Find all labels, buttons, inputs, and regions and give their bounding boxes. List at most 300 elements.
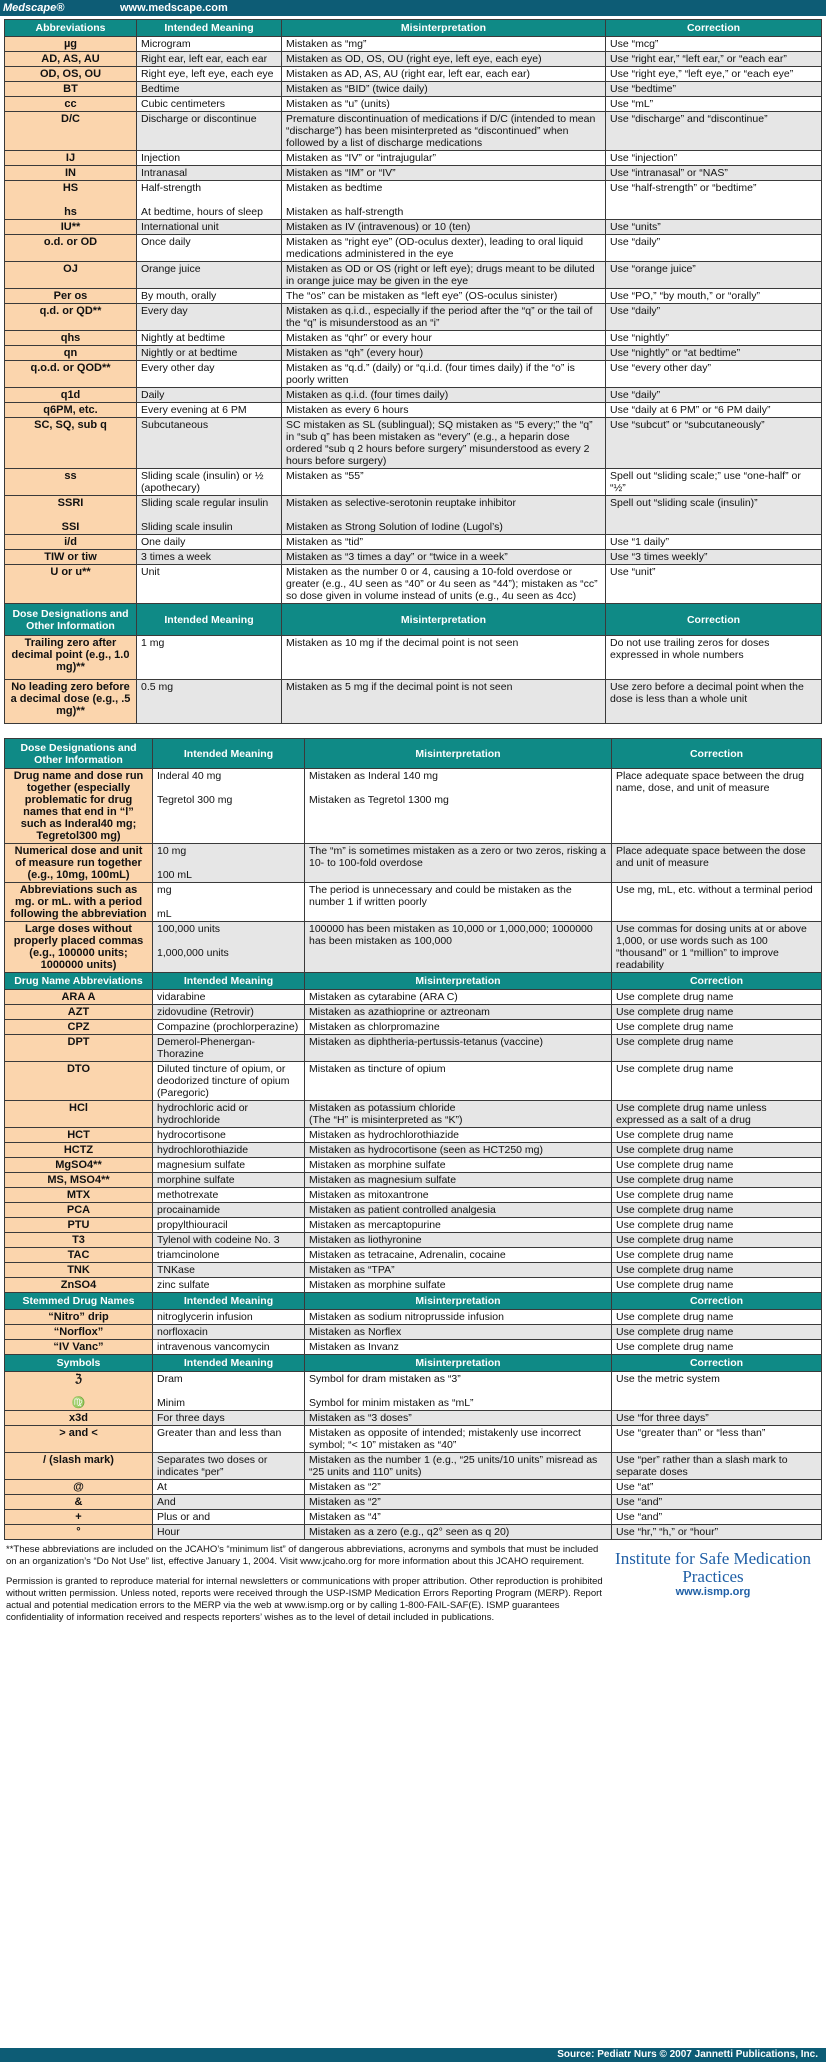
meaning-cell: Discharge or discontinue [137,112,282,151]
abbreviation-cell: PCA [5,1203,153,1218]
misinterpretation-cell: Mistaken as every 6 hours [282,403,606,418]
misinterpretation-cell: Mistaken as bedtime Mistaken as half-strength [282,181,606,220]
header-cell: Correction [612,1355,822,1372]
correction-cell: Use “nightly” or “at bedtime” [606,346,822,361]
correction-cell: Use “intranasal” or “NAS” [606,166,822,181]
dose-body-2 [5,769,822,973]
abbreviation-cell: x3d [5,1411,153,1426]
abbreviation-cell: No leading zero before a decimal dose (e.g., .5 mg)** [5,680,137,724]
table-row [5,680,822,724]
misinterpretation-cell: Mistaken as magnesium sulfate [305,1173,612,1188]
permission-note: Permission is granted to reproduce material for internal newsletters or communications with proper attribution. Other reproduction is prohibited without written permission. Unless noted, reports were received through the USP-ISMP Medication Errors Reporting Program (MERP). Report actual and potential medication errors to the MERP via the web at www.ismp.org or by calling 1-800-FAIL-SAF(E). ISMP guarantees confidentiality of information received and respects reporters’ wishes as to the level of detail included in publications. [6,1576,603,1623]
abbreviation-cell: q6PM, etc. [5,403,137,418]
abbreviation-cell: Trailing zero after decimal point (e.g., 1.0 mg)** [5,636,137,680]
meaning-cell: Compazine (prochlorperazine) [153,1020,305,1035]
abbreviation-cell: cc [5,97,137,112]
correction-cell: Use “greater than” or “less than” [612,1426,822,1453]
meaning-cell: Right ear, left ear, each ear [137,52,282,67]
table-row [5,1453,822,1480]
header-cell: Stemmed Drug Names [5,1293,153,1310]
meaning-cell: Every evening at 6 PM [137,403,282,418]
meaning-cell: intravenous vancomycin [153,1340,305,1355]
meaning-cell: One daily [137,535,282,550]
table-row [5,1372,822,1411]
abbreviation-cell: AZT [5,1005,153,1020]
table-row [5,1263,822,1278]
meaning-cell: norfloxacin [153,1325,305,1340]
misinterpretation-cell: Mistaken as liothyronine [305,1233,612,1248]
misinterpretation-cell: Mistaken as a zero (e.g., q2° seen as q 20) [305,1525,612,1540]
misinterpretation-cell: Mistaken as “right eye” (OD-oculus dexter), leading to oral liquid medications administered in the eye [282,235,606,262]
meaning-cell: nitroglycerin infusion [153,1310,305,1325]
correction-cell: Use mg, mL, etc. without a terminal period [612,883,822,922]
dose-header-row [5,604,822,636]
misinterpretation-cell: Premature discontinuation of medications if D/C (intended to mean “discharge”) has been misinterpreted as “discontinued” when followed by a list of discharge medications [282,112,606,151]
table1-wrap [0,16,826,724]
table-row [5,235,822,262]
table-row [5,990,822,1005]
meaning-cell: Once daily [137,235,282,262]
meaning-cell: Daily [137,388,282,403]
meaning-cell: Every day [137,304,282,331]
table-row [5,151,822,166]
abbreviation-cell: o.d. or OD [5,235,137,262]
misinterpretation-cell: Mistaken as q.i.d. (four times daily) [282,388,606,403]
abbreviation-cell: SC, SQ, sub q [5,418,137,469]
meaning-cell: Unit [137,565,282,604]
misinterpretation-cell: Mistaken as OD or OS (right or left eye); drugs meant to be diluted in orange juice may be given in the eye [282,262,606,289]
meaning-cell: methotrexate [153,1188,305,1203]
correction-cell: Use complete drug name [612,1233,822,1248]
abbreviation-cell: Abbreviations such as mg. or mL. with a period following the abbreviation [5,883,153,922]
table-row [5,1278,822,1293]
site-url[interactable]: www.medscape.com [120,2,228,14]
correction-cell: Use complete drug name [612,1005,822,1020]
abbreviation-cell: DPT [5,1035,153,1062]
meaning-cell: By mouth, orally [137,289,282,304]
misinterpretation-cell: Mistaken as mitoxantrone [305,1188,612,1203]
meaning-cell: procainamide [153,1203,305,1218]
meaning-cell: Nightly or at bedtime [137,346,282,361]
meaning-cell: 0.5 mg [137,680,282,724]
abbreviation-cell: Large doses without properly placed commas (e.g., 100000 units; 1000000 units) [5,922,153,973]
abbreviation-cell: U or u** [5,565,137,604]
table-row [5,1525,822,1540]
header-cell: Correction [606,604,822,636]
abbreviation-cell: & [5,1495,153,1510]
table-row [5,262,822,289]
header-cell: Intended Meaning [153,739,305,769]
jcaho-note: **These abbreviations are included on the JCAHO’s “minimum list” of dangerous abbreviations, acronyms and symbols that must be included on an organization’s “Do Not Use” list, effective January 1, 2004. Visit www.jcaho.org for more information about this JCAHO requirement. [6,1544,599,1567]
meaning-cell: Bedtime [137,82,282,97]
correction-cell: Use “PO,” “by mouth,” or “orally” [606,289,822,304]
meaning-cell: Right eye, left eye, each eye [137,67,282,82]
abbreviation-cell: MgSO4** [5,1158,153,1173]
abbreviation-cell: D/C [5,112,137,151]
correction-cell: Use “injection” [606,151,822,166]
table-row [5,1203,822,1218]
abbreviation-cell: OD, OS, OU [5,67,137,82]
abbreviation-cell: ss [5,469,137,496]
meaning-cell: Subcutaneous [137,418,282,469]
table-row [5,289,822,304]
table-row [5,82,822,97]
correction-cell: Use complete drug name [612,1325,822,1340]
meaning-cell: 1 mg [137,636,282,680]
stemmed-header-row [5,1293,822,1310]
abbreviation-cell: TNK [5,1263,153,1278]
abbreviation-cell: “Norflox” [5,1325,153,1340]
correction-cell: Use “discharge” and “discontinue” [606,112,822,151]
correction-cell: Use complete drug name [612,1310,822,1325]
abbreviation-cell: > and < [5,1426,153,1453]
header-cell: Correction [612,739,822,769]
abbreviation-cell: MTX [5,1188,153,1203]
misinterpretation-cell: Mistaken as “mg” [282,37,606,52]
table-row [5,1310,822,1325]
abbreviation-cell: / (slash mark) [5,1453,153,1480]
meaning-cell: magnesium sulfate [153,1158,305,1173]
meaning-cell: hydrocortisone [153,1128,305,1143]
symbols-header-row [5,1355,822,1372]
table-row [5,403,822,418]
abbreviation-cell: @ [5,1480,153,1495]
correction-cell: Use complete drug name [612,1035,822,1062]
misinterpretation-cell: Mistaken as tetracaine, Adrenalin, cocaine [305,1248,612,1263]
table-row [5,97,822,112]
table-row [5,1495,822,1510]
meaning-cell: zinc sulfate [153,1278,305,1293]
abbreviation-cell: HS hs [5,181,137,220]
table-row [5,331,822,346]
table-row [5,1480,822,1495]
meaning-cell: zidovudine (Retrovir) [153,1005,305,1020]
meaning-cell: Cubic centimeters [137,97,282,112]
meaning-cell: vidarabine [153,990,305,1005]
meaning-cell: TNKase [153,1263,305,1278]
correction-cell: Use complete drug name [612,1218,822,1233]
table-row [5,1020,822,1035]
abbreviation-cell: HCT [5,1128,153,1143]
header-cell: Dose Designations and Other Information [5,604,137,636]
misinterpretation-cell: Mistaken as hydrocortisone (seen as HCT250 mg) [305,1143,612,1158]
table-row [5,1218,822,1233]
meaning-cell: International unit [137,220,282,235]
meaning-cell: Intranasal [137,166,282,181]
abbreviation-cell: Numerical dose and unit of measure run together (e.g., 10mg, 100mL) [5,844,153,883]
misinterpretation-cell: Mistaken as the number 1 (e.g., “25 units/10 units” misread as “25 units and 110” units) [305,1453,612,1480]
header-cell: Misinterpretation [305,1293,612,1310]
correction-cell: Place adequate space between the drug name, dose, and unit of measure [612,769,822,844]
correction-cell: Spell out “sliding scale (insulin)” [606,496,822,535]
table-row [5,922,822,973]
misinterpretation-cell: Mistaken as “55” [282,469,606,496]
ismp-name: Institute for Safe Medication Practices [615,1549,811,1586]
abbreviation-cell: + [5,1510,153,1525]
header-cell: Misinterpretation [282,20,606,37]
header-cell: Dose Designations and Other Information [5,739,153,769]
correction-cell: Use complete drug name unless expressed as a salt of a drug [612,1101,822,1128]
misinterpretation-cell: The “m” is sometimes mistaken as a zero or two zeros, risking a 10- to 100-fold overdose [305,844,612,883]
misinterpretation-cell: Mistaken as hydrochlorothiazide [305,1128,612,1143]
table-row [5,1233,822,1248]
table-row [5,636,822,680]
meaning-cell: Dram Minim [153,1372,305,1411]
abbreviation-cell: ℨ ♍ [5,1372,153,1411]
header-cell: Intended Meaning [153,973,305,990]
header-cell: Intended Meaning [137,604,282,636]
misinterpretation-cell: The “os” can be mistaken as “left eye” (OS-oculus sinister) [282,289,606,304]
misinterpretation-cell: Mistaken as “BID” (twice daily) [282,82,606,97]
table-row [5,769,822,844]
meaning-cell: morphine sulfate [153,1173,305,1188]
abbreviation-cell: PTU [5,1218,153,1233]
correction-cell: Use “daily” [606,235,822,262]
correction-cell: Use the metric system [612,1372,822,1411]
table-row [5,181,822,220]
misinterpretation-cell: 100000 has been mistaken as 10,000 or 1,000,000; 1000000 has been mistaken as 100,000 [305,922,612,973]
meaning-cell: hydrochloric acid or hydrochloride [153,1101,305,1128]
table-row [5,112,822,151]
misinterpretation-cell: Mistaken as morphine sulfate [305,1278,612,1293]
abbreviation-cell: IN [5,166,137,181]
abbreviation-cell: IU** [5,220,137,235]
correction-cell: Use “right eye,” “left eye,” or “each eye” [606,67,822,82]
table-gap [0,724,826,738]
table-row [5,1062,822,1101]
abbreviation-cell: µg [5,37,137,52]
correction-cell: Use complete drug name [612,1248,822,1263]
correction-cell: Use “orange juice” [606,262,822,289]
misinterpretation-cell: Mistaken as “qhr” or every hour [282,331,606,346]
table-row [5,346,822,361]
abbreviation-cell: qn [5,346,137,361]
meaning-cell: propylthiouracil [153,1218,305,1233]
table-row [5,1325,822,1340]
table-row [5,1035,822,1062]
meaning-cell: And [153,1495,305,1510]
header-cell: Misinterpretation [305,973,612,990]
correction-cell: Use “mcg” [606,37,822,52]
abbreviation-cell: IJ [5,151,137,166]
abbreviation-cell: ° [5,1525,153,1540]
table-row [5,1173,822,1188]
meaning-cell: Greater than and less than [153,1426,305,1453]
meaning-cell: For three days [153,1411,305,1426]
dose-section-2 [5,739,822,769]
meaning-cell: Diluted tincture of opium, or deodorized tincture of opium (Paregoric) [153,1062,305,1101]
ismp-url[interactable]: www.ismp.org [675,1586,751,1598]
table-row [5,1143,822,1158]
meaning-cell: Sliding scale regular insulin Sliding scale insulin [137,496,282,535]
correction-cell: Use complete drug name [612,1143,822,1158]
meaning-cell: triamcinolone [153,1248,305,1263]
correction-cell: Use complete drug name [612,1062,822,1101]
correction-cell: Use “at” [612,1480,822,1495]
misinterpretation-cell: Mistaken as “u” (units) [282,97,606,112]
misinterpretation-cell: The period is unnecessary and could be mistaken as the number 1 if written poorly [305,883,612,922]
table-row [5,496,822,535]
misinterpretation-cell: Mistaken as “q.d.” (daily) or “q.i.d. (four times daily) if the “o” is poorly written [282,361,606,388]
top-bar [0,0,826,16]
correction-cell: Use complete drug name [612,1263,822,1278]
misinterpretation-cell: Symbol for dram mistaken as “3” Symbol for minim mistaken as “mL” [305,1372,612,1411]
meaning-cell: Injection [137,151,282,166]
header-cell: Misinterpretation [305,1355,612,1372]
misinterpretation-cell: Mistaken as the number 0 or 4, causing a 10-fold overdose or greater (e.g., 4U seen as “40” or 4u seen as “44”); mistaken as “cc” so dose given in volume instead of units (e.g., 4u seen as 4cc) [282,565,606,604]
abbreviation-cell: AD, AS, AU [5,52,137,67]
table-row [5,1510,822,1525]
abbreviation-cell: Drug name and dose run together (especially problematic for drug names that end in “l” such as Inderal40 mg; Tegretol300 mg) [5,769,153,844]
dose-designations-table [4,738,822,1540]
correction-cell: Use commas for dosing units at or above 1,000, or use words such as 100 “thousand” or 1 “million” to improve readability [612,922,822,973]
meaning-cell: Half-strength At bedtime, hours of sleep [137,181,282,220]
abbreviation-cell: i/d [5,535,137,550]
meaning-cell: 3 times a week [137,550,282,565]
correction-cell: Use complete drug name [612,1203,822,1218]
meaning-cell: Inderal 40 mg Tegretol 300 mg [153,769,305,844]
correction-cell: Spell out “sliding scale;” use “one-half” or “½” [606,469,822,496]
meaning-cell: Hour [153,1525,305,1540]
meaning-cell: Plus or and [153,1510,305,1525]
symbols-section [5,1355,822,1372]
misinterpretation-cell: Mistaken as opposite of intended; mistakenly use incorrect symbol; “< 10” mistaken as “40” [305,1426,612,1453]
abbreviations-table [4,19,822,724]
misinterpretation-cell: Mistaken as 10 mg if the decimal point is not seen [282,636,606,680]
table-row [5,844,822,883]
meaning-cell: Orange juice [137,262,282,289]
misinterpretation-cell: Mistaken as “qh” (every hour) [282,346,606,361]
misinterpretation-cell: Mistaken as morphine sulfate [305,1158,612,1173]
table-row [5,1101,822,1128]
correction-cell: Use “daily” [606,304,822,331]
meaning-cell: At [153,1480,305,1495]
correction-cell: Use complete drug name [612,1340,822,1355]
correction-cell: Use complete drug name [612,1128,822,1143]
dose-header-row [5,739,822,769]
abbreviation-cell: qhs [5,331,137,346]
table-row [5,52,822,67]
meaning-cell: 10 mg 100 mL [153,844,305,883]
misinterpretation-cell: Mistaken as cytarabine (ARA C) [305,990,612,1005]
meaning-cell: Nightly at bedtime [137,331,282,346]
header-cell: Misinterpretation [282,604,606,636]
correction-cell: Use complete drug name [612,1188,822,1203]
abbreviation-cell: T3 [5,1233,153,1248]
correction-cell: Use “and” [612,1510,822,1525]
drug-header-row [5,973,822,990]
table-row [5,1158,822,1173]
table-row [5,1188,822,1203]
misinterpretation-cell: Mistaken as patient controlled analgesia [305,1203,612,1218]
correction-cell: Use “units” [606,220,822,235]
abbreviation-cell: TAC [5,1248,153,1263]
header-cell: Correction [612,973,822,990]
header-cell: Misinterpretation [305,739,612,769]
misinterpretation-cell: Mistaken as “4” [305,1510,612,1525]
misinterpretation-cell: Mistaken as “IV” or “intrajugular” [282,151,606,166]
source-bar: Source: Pediatr Nurs © 2007 Jannetti Publications, Inc. [0,2048,826,2062]
abbreviation-cell: MS, MSO4** [5,1173,153,1188]
table2-wrap [0,738,826,1540]
meaning-cell: Tylenol with codeine No. 3 [153,1233,305,1248]
correction-cell: Use “nightly” [606,331,822,346]
correction-cell: Use “and” [612,1495,822,1510]
correction-cell: Use complete drug name [612,1158,822,1173]
table-row [5,67,822,82]
stemmed-body [5,1310,822,1355]
symbols-body [5,1372,822,1540]
table-row [5,1426,822,1453]
drug-body [5,990,822,1293]
table-row [5,1340,822,1355]
table-row [5,883,822,922]
misinterpretation-cell: Mistaken as “TPA” [305,1263,612,1278]
meaning-cell: 100,000 units 1,000,000 units [153,922,305,973]
misinterpretation-cell: Mistaken as chlorpromazine [305,1020,612,1035]
meaning-cell: Every other day [137,361,282,388]
abbrev-body [5,37,822,604]
misinterpretation-cell: Mistaken as sodium nitroprusside infusion [305,1310,612,1325]
table-row [5,565,822,604]
correction-cell: Use “daily at 6 PM” or “6 PM daily” [606,403,822,418]
correction-cell: Use “for three days” [612,1411,822,1426]
correction-cell: Use “right ear,” “left ear,” or “each ear” [606,52,822,67]
misinterpretation-cell: Mistaken as diphtheria-pertussis-tetanus (vaccine) [305,1035,612,1062]
misinterpretation-cell: Mistaken as “IM” or “IV” [282,166,606,181]
header-cell: Intended Meaning [153,1293,305,1310]
dose-section-1 [5,604,822,636]
abbreviation-cell: SSRI SSI [5,496,137,535]
misinterpretation-cell: Mistaken as potassium chloride (The “H” is misinterpreted as “K”) [305,1101,612,1128]
abbreviation-cell: Per os [5,289,137,304]
misinterpretation-cell: Mistaken as 5 mg if the decimal point is not seen [282,680,606,724]
meaning-cell: Separates two doses or indicates “per” [153,1453,305,1480]
drug-section [5,973,822,990]
header-cell: Abbreviations [5,20,137,37]
table-row [5,1248,822,1263]
abbreviation-cell: q.o.d. or QOD** [5,361,137,388]
abbreviation-cell: “IV Vanc” [5,1340,153,1355]
misinterpretation-cell: Mistaken as azathioprine or aztreonam [305,1005,612,1020]
misinterpretation-cell: Mistaken as Norflex [305,1325,612,1340]
misinterpretation-cell: Mistaken as OD, OS, OU (right eye, left eye, each eye) [282,52,606,67]
abbreviation-cell: TIW or tiw [5,550,137,565]
meaning-cell: hydrochlorothiazide [153,1143,305,1158]
table-row [5,418,822,469]
correction-cell: Use “1 daily” [606,535,822,550]
correction-cell: Use complete drug name [612,1173,822,1188]
table-row [5,1411,822,1426]
abbreviation-cell: ARA A [5,990,153,1005]
misinterpretation-cell: Mistaken as IV (intravenous) or 10 (ten) [282,220,606,235]
stemmed-section [5,1293,822,1310]
meaning-cell: mg mL [153,883,305,922]
misinterpretation-cell: Mistaken as “tid” [282,535,606,550]
correction-cell: Use “unit” [606,565,822,604]
abbreviation-cell: q1d [5,388,137,403]
header-cell: Symbols [5,1355,153,1372]
table-row [5,388,822,403]
misinterpretation-cell: Mistaken as mercaptopurine [305,1218,612,1233]
correction-cell: Use complete drug name [612,990,822,1005]
ismp-logo[interactable] [606,1544,820,1632]
footer-notes [6,1544,606,1632]
misinterpretation-cell: Mistaken as Inderal 140 mg Mistaken as Tegretol 1300 mg [305,769,612,844]
medscape-logo[interactable]: Medscape® [3,2,65,14]
misinterpretation-cell: Mistaken as selective-serotonin reuptake inhibitor Mistaken as Strong Solution of Iodine (Lugol’s) [282,496,606,535]
correction-cell: Use “subcut” or “subcutaneously” [606,418,822,469]
